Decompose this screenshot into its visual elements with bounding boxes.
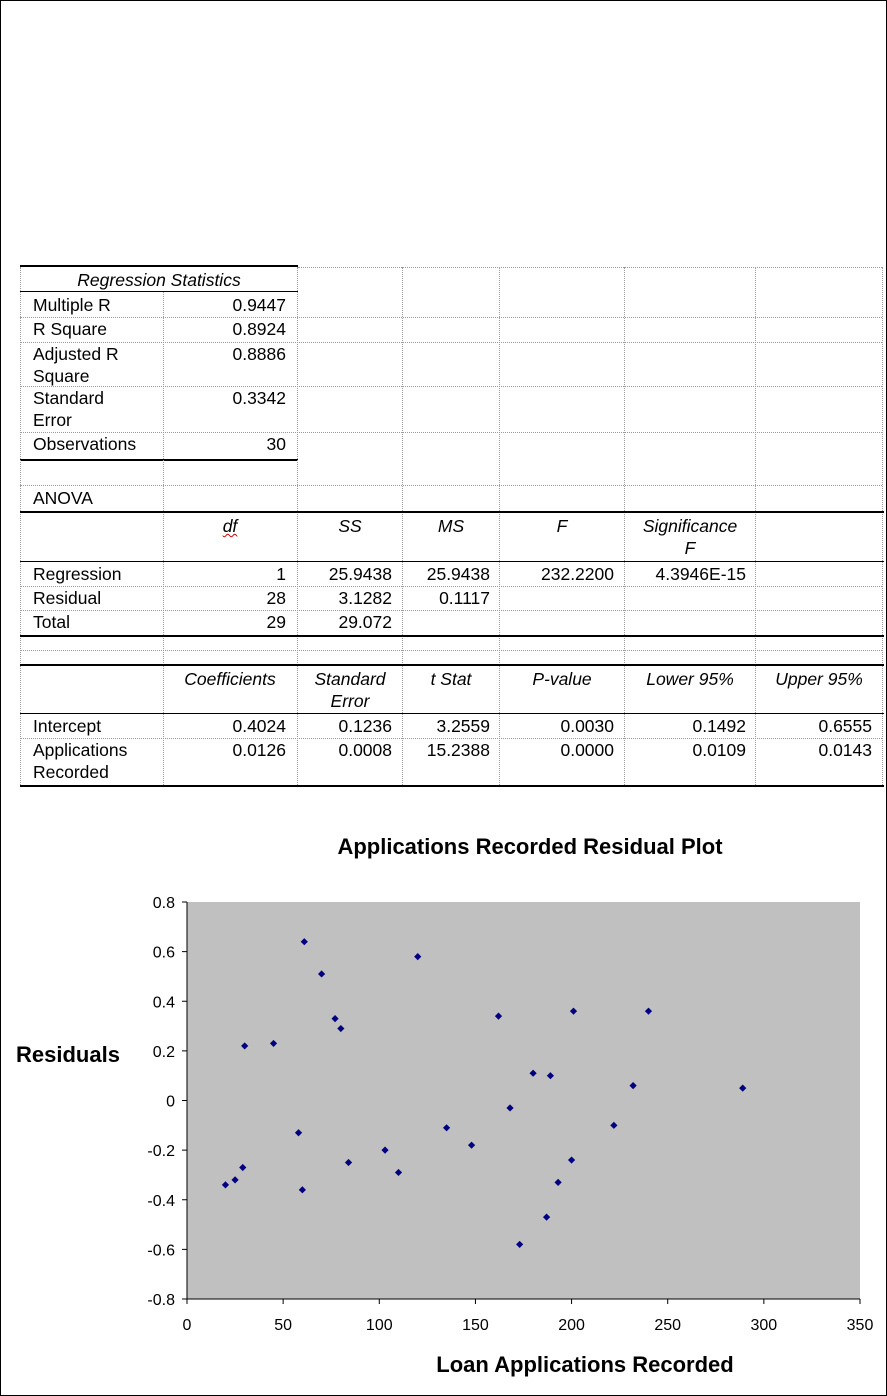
coef-cell: 0.0126: [232, 740, 286, 760]
coef-cell: 0.0030: [560, 716, 614, 736]
coef-row-label: Applications Recorded: [33, 740, 128, 782]
y-tick-label: -0.8: [147, 1292, 175, 1309]
anova-cell-df: 28: [266, 588, 286, 608]
anova-header-ms: MS: [437, 516, 465, 536]
anova-row-label: Regression: [33, 564, 122, 584]
x-tick-label: 200: [558, 1317, 585, 1334]
anova-header-significance-f: Significance F: [642, 516, 738, 558]
coef-cell: 0.0143: [818, 740, 872, 760]
x-tick-label: 300: [750, 1317, 778, 1334]
coef-header: t Stat: [430, 669, 472, 689]
anova-cell-ss: 29.072: [338, 612, 392, 632]
stat-label-observations: Observations: [33, 434, 137, 454]
plot-area: [187, 902, 860, 1299]
anova-header-f: F: [556, 516, 568, 536]
coef-cell: 0.1492: [692, 716, 746, 736]
y-axis-label: Residuals: [16, 1042, 120, 1067]
anova-cell-ms: 25.9438: [426, 564, 490, 584]
stat-label-adjusted-r-square: Adjusted R Square: [33, 344, 119, 386]
anova-cell-df: 29: [266, 612, 286, 632]
y-tick-label: 0.4: [152, 994, 175, 1012]
x-axis-label: Loan Applications Recorded: [436, 1352, 734, 1377]
stat-value-standard-error: 0.3342: [232, 388, 286, 408]
y-tick-label: 0.8: [152, 895, 175, 912]
anova-cell-ms: 0.1117: [439, 588, 490, 608]
stat-value-adjusted-r-square: 0.8886: [232, 344, 286, 364]
coef-cell: 15.2388: [426, 740, 490, 760]
coef-cell: 0.0000: [560, 740, 614, 760]
coef-cell: 0.4024: [232, 716, 286, 736]
y-tick-label: -0.4: [147, 1192, 175, 1210]
x-tick-label: 0: [182, 1317, 192, 1334]
y-tick-label: 0.6: [152, 944, 175, 962]
stat-label-standard-error: Standard Error: [33, 388, 105, 430]
y-tick-label: 0: [166, 1093, 175, 1111]
y-tick-label: -0.6: [147, 1242, 175, 1260]
x-tick-label: 350: [846, 1317, 874, 1334]
anova-cell-significance: 4.3946E-15: [655, 564, 746, 584]
anova-header-df: [165, 515, 295, 537]
anova-cell-ss: 25.9438: [328, 564, 392, 584]
coef-header: Standard Error: [314, 669, 386, 711]
anova-header-ss: SS: [338, 516, 362, 536]
coef-cell: 0.1236: [338, 716, 392, 736]
coef-cell: 0.0008: [338, 740, 392, 760]
x-tick-label: 250: [654, 1317, 682, 1334]
coef-header: P-value: [532, 669, 592, 689]
stat-value-multiple-r: 0.9447: [232, 295, 286, 315]
coef-cell: 3.2559: [436, 716, 490, 736]
anova-cell-f: 232.2200: [541, 564, 614, 584]
anova-cell-ss: 3.1282: [338, 588, 392, 608]
coef-header: Upper 95%: [775, 669, 863, 689]
coef-cell: 0.0109: [692, 740, 746, 760]
anova-header-df-text: df: [222, 516, 238, 536]
y-tick-label: -0.2: [147, 1143, 175, 1161]
regression-statistics-title: Regression Statistics: [77, 270, 241, 290]
anova-title: ANOVA: [33, 488, 93, 508]
coef-header: Lower 95%: [646, 669, 734, 689]
anova-row-label: Total: [33, 612, 70, 632]
residual-plot: [130, 890, 880, 1350]
coef-cell: 0.6555: [818, 716, 872, 736]
coef-row-label: Intercept: [33, 716, 102, 736]
anova-cell-df: 1: [276, 564, 286, 584]
x-tick-label: 50: [274, 1317, 293, 1334]
anova-row-label: Residual: [33, 588, 102, 608]
stat-value-r-square: 0.8924: [232, 319, 286, 339]
chart-title: Applications Recorded Residual Plot: [337, 834, 723, 859]
stat-label-r-square: R Square: [33, 319, 107, 339]
stat-value-observations: 30: [266, 434, 286, 454]
y-tick-label: 0.2: [152, 1043, 175, 1061]
x-tick-label: 100: [365, 1317, 393, 1334]
coef-header: Coefficients: [184, 669, 276, 689]
x-tick-label: 150: [462, 1317, 489, 1334]
stat-label-multiple-r: Multiple R: [33, 295, 111, 315]
